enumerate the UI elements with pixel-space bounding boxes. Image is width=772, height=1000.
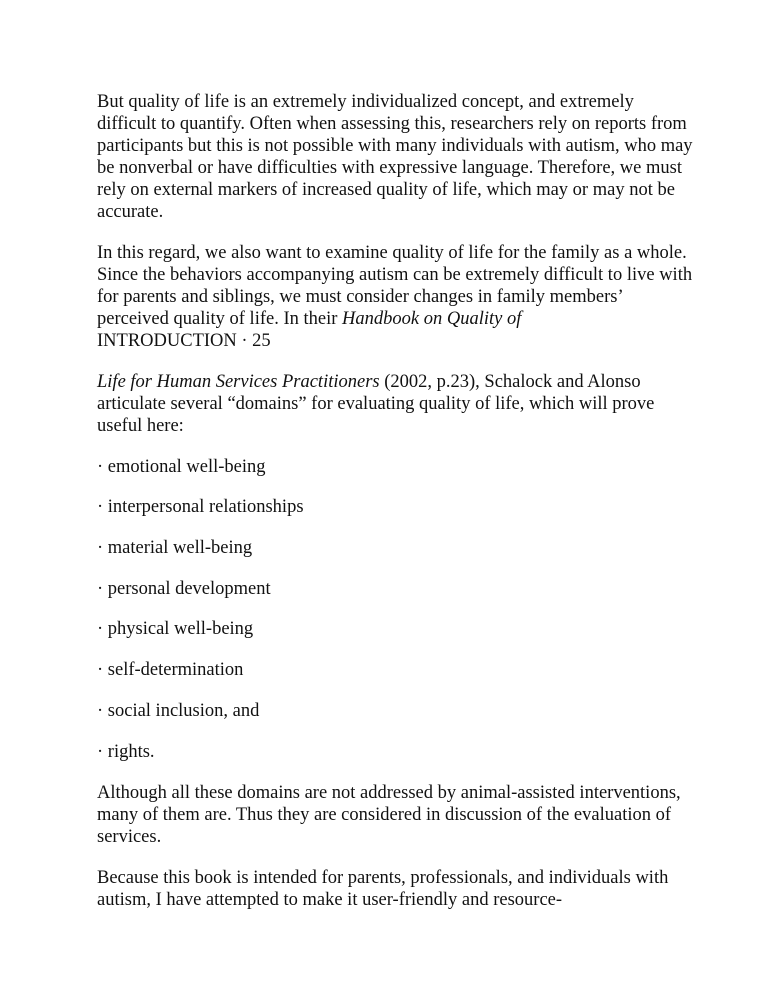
book-title-part-2: Life for Human Services Practitioners bbox=[97, 372, 380, 392]
domain-list-item: · personal development bbox=[97, 578, 271, 599]
paragraph-audience: Because this book is intended for parents, professionals, and individuals with autism, I have attempted to make it user-friendly and resource- bbox=[97, 867, 669, 910]
paragraph-interventions: Although all these domains are not addressed by animal-assisted interventions, many of them are. Thus they are considered in discussion of the evaluation of services. bbox=[97, 782, 681, 847]
domain-list-item: · emotional well-being bbox=[97, 456, 266, 477]
domain-list-item: · physical well-being bbox=[97, 619, 254, 640]
domain-list-item: · rights. bbox=[97, 741, 155, 762]
running-header: INTRODUCTION · 25 bbox=[97, 331, 271, 351]
domain-list-item: · self-determination bbox=[97, 660, 244, 681]
paragraph-family-text: In this regard, we also want to examine quality of life for the family as a whole. Since the behaviors accompanying autism can be extremely difficult to live with for parents and siblings, we must consider changes in family members’ perceived quality of life. In their bbox=[97, 243, 693, 329]
domain-list-item: · interpersonal relationships bbox=[97, 497, 304, 518]
domain-list-item: · material well-being bbox=[97, 538, 253, 559]
paragraph-domains-intro bbox=[97, 371, 697, 437]
paragraph-quality-of-life: But quality of life is an extremely individualized concept, and extremely difficult to quantify. Often when assessing this, researchers rely on reports from participants but this is not possible with many individuals with autism, who may be nonverbal or have difficulties with expressive language. Therefore, we must rely on external markers of increased quality of life, which may or may not be accurate. bbox=[97, 92, 693, 222]
document-page bbox=[97, 91, 697, 911]
paragraph-domains-text: (2002, p.23), Schalock and Alonso articulate several “domains” for evaluating quality of life, which will prove useful here: bbox=[97, 372, 655, 436]
domain-list-item: · social inclusion, and bbox=[97, 700, 260, 721]
paragraph-family-quality bbox=[97, 242, 697, 330]
book-title-part-1: Handbook on Quality of bbox=[342, 309, 522, 329]
